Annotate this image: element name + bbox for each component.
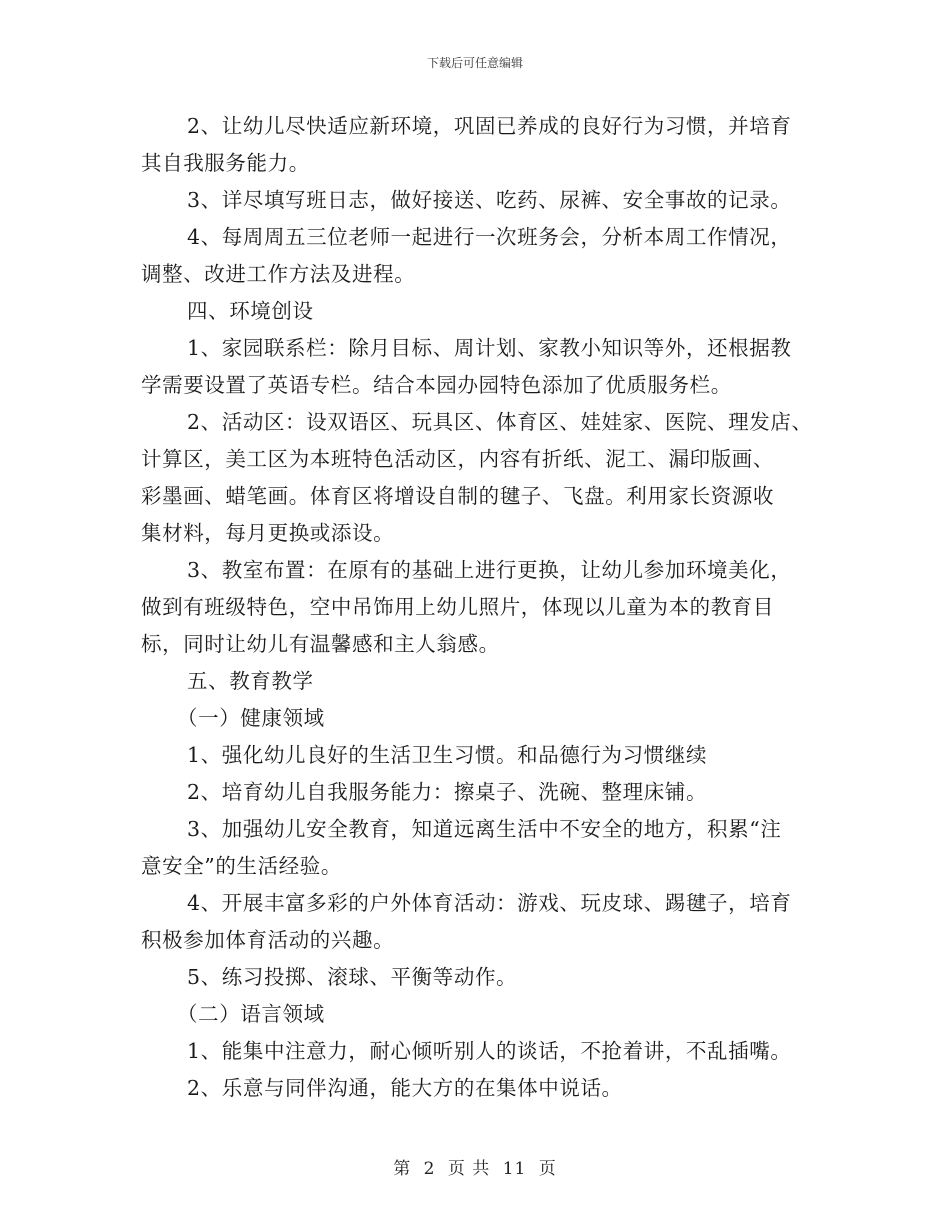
page-header: 下载后可任意编辑 — [426, 56, 523, 70]
paragraph-line: 1、能集中注意力，耐心倾听别人的谈话，不抢着讲，不乱插嘴。 — [187, 1039, 792, 1063]
subsection-heading: （一）健康领域 — [177, 706, 325, 730]
section-heading: 五、教育教学 — [187, 669, 314, 693]
paragraph-line: 2、乐意与同伴沟通，能大方的在集体中说话。 — [187, 1076, 623, 1100]
paragraph-line: 学需要设置了英语专栏。结合本园办园特色添加了优质服务栏。 — [141, 373, 732, 397]
paragraph-line: 4、每周周五三位老师一起进行一次班务会，分析本周工作情况， — [187, 225, 792, 249]
paragraph-line: 意安全”的生活经验。 — [141, 854, 342, 878]
paragraph-line: 2、让幼儿尽快适应新环境，巩固已养成的良好行为习惯，并培育 — [187, 114, 792, 138]
paragraph-line: 3、教室布置：在原有的基础上进行更换，让幼儿参加环境美化， — [187, 558, 792, 582]
footer-middle: 页 共 — [447, 1159, 491, 1179]
paragraph-line: 调整、改进工作方法及进程。 — [141, 262, 416, 286]
paragraph-line: 1、强化幼儿良好的生活卫生习惯。和品德行为习惯继续 — [187, 743, 708, 767]
footer-suffix: 页 — [538, 1159, 557, 1179]
paragraph-line: 1、家园联系栏：除月目标、周计划、家教小知识等外，还根据教 — [187, 336, 792, 360]
footer-page-number: 2 — [423, 1159, 436, 1179]
page-footer — [0, 1154, 950, 1179]
footer-prefix: 第 — [393, 1159, 412, 1179]
document-body — [141, 108, 831, 1107]
paragraph-line: 做到有班级特色，空中吊饰用上幼儿照片，体现以儿童为本的教育目 — [141, 595, 774, 619]
footer-total-pages: 11 — [502, 1159, 527, 1179]
subsection-heading: （二）语言领域 — [177, 1002, 325, 1026]
paragraph-line: 积极参加体育活动的兴趣。 — [141, 928, 395, 952]
paragraph-line: 计算区，美工区为本班特色活动区，内容有折纸、泥工、漏印版画、 — [141, 447, 774, 471]
paragraph-line: 2、培育幼儿自我服务能力：擦桌子、洗碗、整理床铺。 — [187, 780, 708, 804]
section-heading: 四、环境创设 — [187, 299, 314, 323]
paragraph-line: 4、开展丰富多彩的户外体育活动：游戏、玩皮球、踢毽子，培育 — [187, 891, 792, 915]
paragraph-line: 3、加强幼儿安全教育，知道远离生活中不安全的地方，积累“注 — [187, 817, 782, 841]
paragraph-line: 彩墨画、蜡笔画。体育区将增设自制的毽子、飞盘。利用家长资源收 — [141, 484, 774, 508]
paragraph-line: 标，同时让幼儿有温馨感和主人翁感。 — [141, 632, 500, 656]
paragraph-line: 2、活动区：设双语区、玩具区、体育区、娃娃家、医院、理发店、 — [187, 410, 813, 434]
paragraph-line: 其自我服务能力。 — [141, 151, 310, 175]
paragraph-line: 集材料，每月更换或添设。 — [141, 521, 395, 545]
paragraph-line: 3、详尽填写班日志，做好接送、吃药、尿裤、安全事故的记录。 — [187, 188, 792, 212]
paragraph-line: 5、练习投掷、滚球、平衡等动作。 — [187, 965, 518, 989]
